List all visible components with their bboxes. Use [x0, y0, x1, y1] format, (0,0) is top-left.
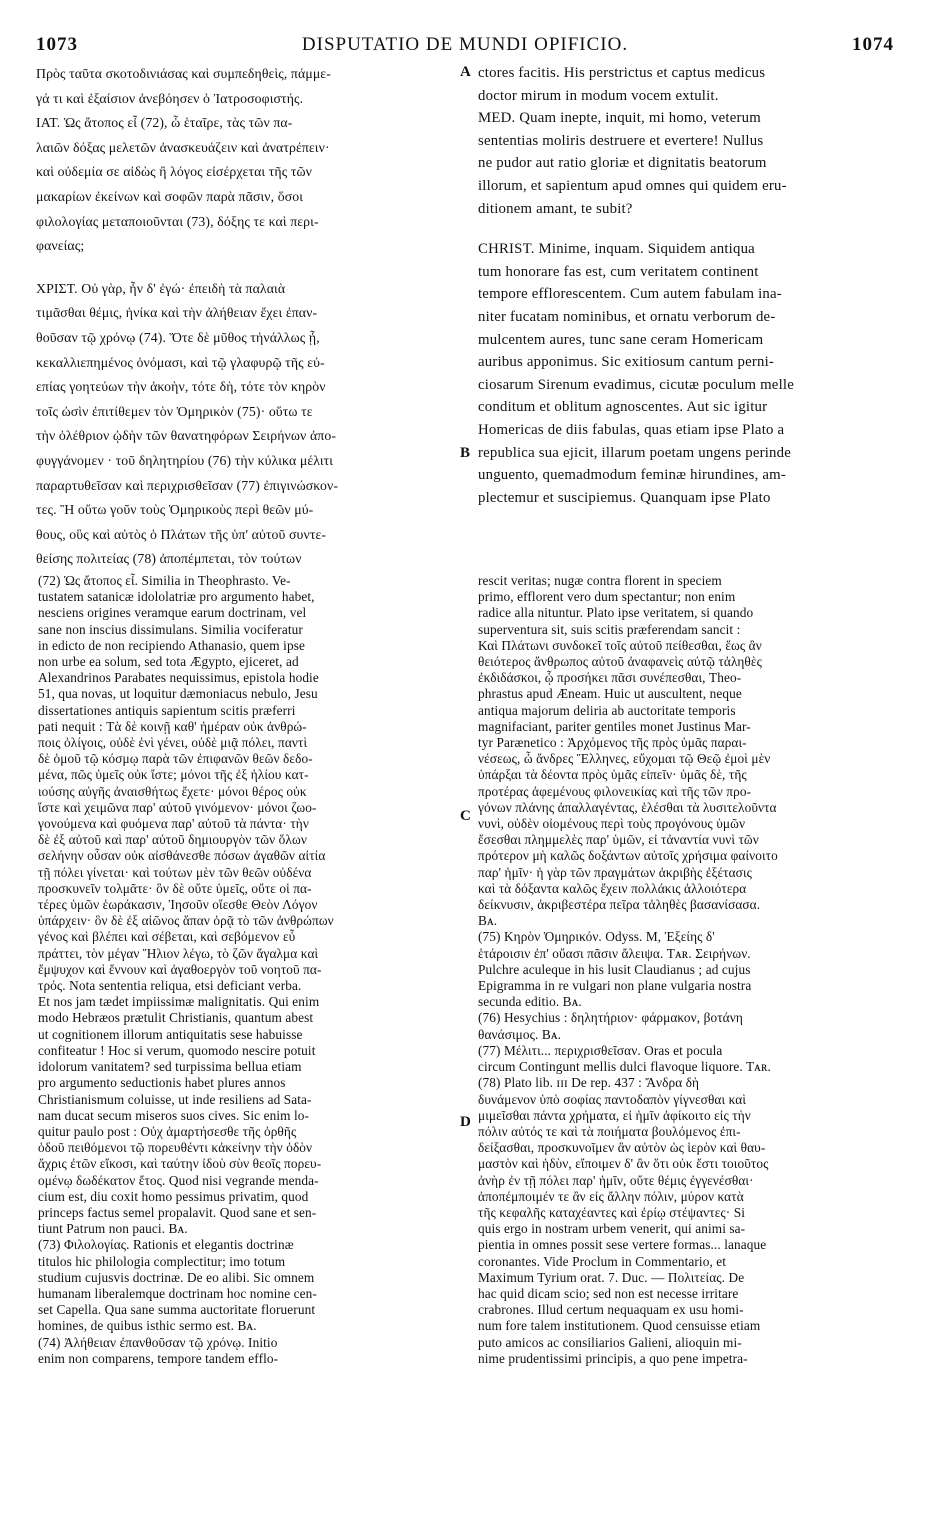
- text-line: tiunt Patrum non pauci. Bᴀ.: [38, 1221, 188, 1237]
- text-line: princeps factus semel propalavit. Quod sane et sen-: [38, 1204, 317, 1220]
- text-line: καὶ οὐδεμία σε αἰδὼς ἢ λόγος εἰσέρχεται τῆς τῶν: [36, 164, 313, 180]
- text-line: (76) Hesychius : δηλητήριον· φάρμακον, βοτάνη: [478, 1010, 743, 1026]
- paragraph-gap: [36, 259, 460, 277]
- text-line: μιμεῖσθαι πάντα χρήματα, εἰ ἡμῖν ἀφίκοιτο εἰς τὴν: [478, 1107, 751, 1123]
- text-line: confiteatur ! Hoc si verum, quomodo nescire potuit: [38, 1042, 316, 1058]
- text-line: γονούμενα καὶ φυόμενα παρ' αὐτοῦ τὰ πάντα· τὴν: [38, 816, 309, 832]
- page-header: [36, 34, 894, 60]
- text-line: δὲ ἐξ αὐτοῦ καὶ παρ' αὐτοῦ δημιουργὸν τῶν ὅλων: [38, 832, 307, 848]
- text-line: τῇ πόλει γίνεται· καὶ τούτων μὲν τῶν θεῶν οὐδένα: [38, 864, 312, 880]
- text-line: γά τι καὶ ἐξαίσιον ἀνεβόησεν ὁ Ἰατροσοφιστής.: [36, 90, 304, 106]
- text-line: φανείας;: [36, 238, 85, 254]
- text-line: θειότερος ἄνθρωπος αὐτοῦ ἀναφανεὶς αὐτῷ τἀληθὲς: [478, 654, 762, 670]
- text-line: τέρες ὑμῶν ἑωράκασιν, Ἰησοῦν οἴεσθε Θεὸν Λόγον: [38, 897, 318, 913]
- text-line: quitur paulo post : Οὐχ ἁμαρτήσεσθε τῆς ὀρθῆς: [38, 1123, 297, 1139]
- text-line: idolorum vanitatem? sed turpissima bellua etiam: [38, 1059, 302, 1075]
- text-line: λαιῶν δόξας μελετῶν ἀνασκευάζειν καὶ ἀνατρέπειν·: [36, 139, 330, 155]
- text-line: set Capella. Qua sane summa auctoritate floruerunt: [38, 1302, 316, 1318]
- text-line: επίας γοητεύων τὴν ἀκοὴν, τότε δὴ, τότε τὸν κηρὸν: [36, 379, 326, 395]
- text-line: ctores facitis. His perstrictus et captus medicus: [478, 65, 766, 81]
- text-line: προσκυνεῖν τολμᾶτε· ὃν δὲ οὔτε ὑμεῖς, οὔτε οἱ πα-: [38, 880, 312, 896]
- text-line: δὲ ὁμοῦ τῷ κόσμῳ παρὰ τῶν ἐπιφανῶν θεῶν δεδο-: [38, 751, 313, 767]
- text-line: θοῦσαν τῷ χρόνῳ (74). Ὅτε δὲ μῦθος τἠνάλλως ᾖ,: [36, 329, 320, 345]
- text-line: hac quid dicam scio; sed non est necesse irritare: [478, 1285, 739, 1301]
- text-line: rescit veritas; nugæ contra florent in speciem: [478, 573, 722, 588]
- text-line: τες. Ἢ οὕτω γοῦν τοὺς Ὁμηρικοὺς περὶ θεῶν μύ-: [36, 502, 314, 518]
- text-line: magnifaciant, pariter gentiles monet Justinus Mar-: [478, 718, 751, 734]
- text-line: illorum, et sapientum apud omnes qui quidem eru-: [478, 177, 787, 194]
- text-line: μένα, πῶς ὑμεῖς οὐκ ἴστε; μόνοι τῆς ἐξ ἡλίου κατ-: [38, 767, 309, 783]
- text-line: μαστὸν καὶ ἡδὺν, εἴποιμεν δ' ἂν ὅτι οὐκ ἔστι τοιοῦτος: [478, 1156, 769, 1172]
- text-line: crabrones. Illud certum nequaquam ex usu homi-: [478, 1302, 744, 1318]
- text-line: niter fucatam nominibus, et ornatu verborum de-: [478, 308, 776, 325]
- text-line: καὶ τὰ δόξαντα καλῶς ἔχειν πολλάκις ἀλλοιότερα: [478, 880, 747, 896]
- text-line: unguento, quemadmodum feminæ hirundines, am-: [478, 467, 786, 484]
- text-line: phrastus apud Æneam. Huic ut auscultent, neque: [478, 686, 742, 702]
- text-line: ἔσεσθαι πλημμελὲς παρ' ὑμῶν, εἰ τἀναντία νυνὶ τῶν: [478, 832, 759, 848]
- text-line: Pulchre aculeque in his lusit Claudianus ; ad cujus: [478, 961, 751, 977]
- text-line: Καὶ Πλάτωνι συνδοκεῖ τοῖς αὐτοῦ πείθεσθαι, ἕως ἂν: [478, 637, 762, 653]
- text-line: φυγγάνομεν · τοῦ δηλητηρίου (76) τὴν κύλικα μέλιτι: [36, 452, 334, 468]
- text-line: modo Hebræos prætulit Christianis, quantum abest: [38, 1010, 314, 1026]
- text-line: δείκνυσιν, ἀκριβεστέρα πεῖρα τἀληθὲς βασανίσασα.: [478, 897, 761, 913]
- text-line: num fore talem institutionem. Quod censuisse etiam: [478, 1318, 761, 1334]
- text-line: Homericas de diis fabulas, quas etiam ipse Plato a: [478, 421, 785, 438]
- text-line: mulcentem aures, tunc sane ceram Homericam: [478, 331, 764, 348]
- text-line: in edicto de non recipiendo Athanasio, quem ipse: [38, 637, 305, 653]
- text-line: ciosarum Sirenum evadimus, cicutæ poculum melle: [478, 376, 794, 393]
- text-line: μακαρίων ἐκείνων καὶ σοφῶν παρὰ πᾶσιν, ὅσοι: [36, 188, 304, 204]
- text-line: θανάσιμος. Bᴀ.: [478, 1026, 562, 1042]
- text-line: (72) Ὡς ἄτοπος εἶ. Similia in Theophrasto. Ve-: [38, 573, 291, 588]
- text-line: secunda editio. Bᴀ.: [478, 994, 582, 1010]
- text-line: coronantes. Vide Proclum in Commentario, et: [478, 1253, 727, 1269]
- text-line: auribus apponimus. Sic exitiosum cantum perni-: [478, 354, 775, 371]
- text-line: θους, οὓς καὶ αὐτὸς ὁ Πλάτων τῆς ὑπ' αὐτοῦ συντε-: [36, 526, 327, 542]
- text-line: titulos hic philologia complectitur; imo totum: [38, 1253, 286, 1269]
- text-line: δυνάμενον ὑπὸ σοφίας παντοδαπὸν γίγνεσθαι καὶ: [478, 1091, 747, 1107]
- text-line: superventura sit, suis scitis præferendam sancit :: [478, 621, 741, 637]
- text-line: MED. Quam inepte, inquit, mi homo, veterum: [478, 110, 761, 127]
- text-line: τρός. Nota sententia reliqua, etsi deficiant verba.: [38, 978, 302, 994]
- text-line: (78) Plato lib. ɪɪɪ De rep. 437 : Ἄνδρα δὴ: [478, 1075, 700, 1091]
- margin-marker-a: A: [460, 64, 471, 80]
- text-line: Christianismum coluisse, ut inde resiliens ad Sata-: [38, 1091, 312, 1107]
- text-line: τιμᾶσθαι θέμις, ἡνίκα καὶ τὴν ἀλήθειαν ἔχει ἐπαν-: [36, 305, 318, 321]
- text-line: humanam liberalemque doctrinam hoc nomine cen-: [38, 1285, 317, 1301]
- text-line: κεκαλλιεπημένος ὀνόμασι, καὶ τῷ γλαφυρῷ τῆς εὐ-: [36, 354, 325, 370]
- text-line: homines, de quibus isthic sermo est. Bᴀ.: [38, 1318, 257, 1334]
- text-line: sententias moliris destruere et evertere! Nullus: [478, 132, 764, 149]
- text-line: Et nos jam tædet impiissimæ malignitatis. Qui enim: [38, 994, 320, 1010]
- text-line: ἀνὴρ ἐν τῇ πόλει παρ' ἡμῖν, οὔτε θέμις ἐγγενέσθαι·: [478, 1172, 754, 1188]
- text-line: Bᴀ.: [478, 913, 498, 929]
- text-line: πόλιν αὐτός τε καὶ τὰ ποιήματα βουλόμενος ἐπι-: [478, 1123, 741, 1139]
- paragraph-gap: [478, 220, 894, 238]
- text-line: ὑπάρξαι τὰ δέοντα πρὸς ὑμᾶς εἰπεῖν· ὑμᾶς δὲ, τῆς: [478, 767, 747, 783]
- text-line: Alexandrinos Parabates nequissimus, epistola hodie: [38, 670, 319, 686]
- text-line: plectemur et suscipiemus. Quanquam ipse Plato: [478, 489, 771, 506]
- text-line: ἔμψυχον καὶ ἔννουν καὶ ἀγαθοεργὸν τοῦ νοητοῦ πα-: [38, 961, 322, 977]
- text-line: tempore efflorescentem. Cum autem fabulam ina-: [478, 286, 782, 303]
- footnotes-right-column: [478, 573, 896, 1367]
- text-line: (77) Μέλιτι... περιχρισθεῖσαν. Oras et pocula: [478, 1042, 723, 1058]
- text-line: doctor mirum in modum vocem extulit.: [478, 87, 719, 104]
- text-line: ἄχρις ἐτῶν εἴκοσι, καὶ ταύτην ἰδοὺ σὺν θεοῖς πορευ-: [38, 1156, 322, 1172]
- text-line: nam ducat secum miseros suos cives. Sic enim lo-: [38, 1107, 310, 1123]
- text-line: radice alla nituntur. Plato ipse veritatem, si quando: [478, 605, 754, 621]
- text-line: ne pudor aut ratio gloriæ et dignitatis beatorum: [478, 155, 767, 172]
- latin-main-column: [478, 62, 894, 509]
- text-line: ομένῳ δωδέκατον ἔτος. Quod nisi vegrande menda-: [38, 1172, 319, 1188]
- text-line: πρότερον μὴ καλῶς δοξάντων αὐτοῖς χρήσιμα φαίνοιτο: [478, 848, 778, 864]
- text-line: Epigramma in re vulgari non plane vulgaria nostra: [478, 978, 752, 994]
- text-line: non urbe ea solum, sed tota Ægypto, ejiceret, ad: [38, 654, 299, 670]
- text-line: νέσεως, ὦ ἄνδρες Ἕλληνες, εὔχομαι τῷ Θεῷ ἐμοὶ μὲν: [478, 751, 771, 767]
- text-line: tustatem satanicæ idololatriæ pro argumento habet,: [38, 589, 315, 605]
- text-line: ἑτάροισιν ἐπ' οὔασι πᾶσιν ἄλειψα. Tᴀʀ. Σειρήνων.: [478, 945, 751, 961]
- page-number-right: 1074: [852, 34, 894, 55]
- text-line: circum Contingunt mellis dulci flavoque liquore. Tᴀʀ.: [478, 1059, 771, 1075]
- text-line: ut cognitionem illorum antiquitatis sese habuisse: [38, 1026, 303, 1042]
- text-line: pro argumento seductionis habet plures annos: [38, 1075, 286, 1091]
- text-line: θείσης πολιτείας (78) ἀποπέμπεται, τὸν τούτων: [36, 551, 302, 567]
- text-line: γένος καὶ βλέπει καὶ σέβεται, καὶ σεβόμενον εὖ: [38, 929, 296, 945]
- text-line: enim non comparens, tempore tandem efflo-: [38, 1350, 279, 1366]
- text-line: pientia in omnes possit sese vertere formas... lanaque: [478, 1237, 767, 1253]
- text-line: quis ergo in nostram urbem venerit, qui animi sa-: [478, 1221, 746, 1237]
- text-line: ὁδοῦ πειθόμενοι τῷ πορευθέντι κἀκείνην τὴν ὁδὸν: [38, 1140, 313, 1156]
- text-line: τῆς κεφαλῆς καταχέαντες καὶ ἐρίῳ στέψαντες· Si: [478, 1204, 745, 1220]
- text-line: CHRIST. Minime, inquam. Siquidem antiqua: [478, 241, 755, 258]
- text-line: pati nequit : Τὰ δὲ κοινῇ καθ' ἡμέραν οὐκ ἀνθρώ-: [38, 718, 307, 734]
- text-line: τοῖς ὠσὶν ἐπιτίθεμεν τὸν Ὁμηρικὸν (75)· οὕτω τε: [36, 403, 313, 419]
- text-line: ΧΡΙΣΤ. Οὐ γὰρ, ἦν δ' ἐγώ· ἐπειδὴ τὰ παλαιὰ: [36, 280, 286, 296]
- margin-marker-b: B: [460, 445, 471, 461]
- text-line: Maximum Tyrium orat. 7. Duc. — Πολιτείας. De: [478, 1269, 745, 1285]
- text-line: conditum et oblitum agnoscentes. Aut sic igitur: [478, 399, 768, 416]
- text-line: ΙΑΤ. Ὡς ἄτοπος εἶ (72), ὦ ἑταῖρε, τὰς τῶν πα-: [36, 115, 293, 131]
- text-line: ιούσης αὐγῆς ἀναισθήτως ἔχετε· μόνοι θέρος οὐκ: [38, 783, 307, 799]
- footnotes-left-column: [38, 573, 458, 1367]
- text-line: ἐκδιδάσκοι, ᾧ προσήκει πᾶσι συνέπεσθαι, Theo-: [478, 670, 742, 686]
- text-line: φιλολογίας μεταποιοῦνται (73), δόξης τε καὶ περι-: [36, 213, 319, 229]
- margin-marker-d: D: [460, 1114, 471, 1130]
- text-line: παρ' ἡμῖν· ἡ γὰρ τῶν πραγμάτων ἀκριβὴς ἐξέτασις: [478, 864, 752, 880]
- text-line: puto amicos ac consiliarios Galieni, alioquin mi-: [478, 1334, 742, 1350]
- page-number-left: 1073: [36, 34, 78, 55]
- text-line: προτέρας ἀφεμένους φιλονεικίας καὶ τῆς τῶν προ-: [478, 783, 752, 799]
- text-line: 51, qua novas, ut loquitur dæmoniacus nebulo, Jesu: [38, 686, 318, 702]
- text-line: (75) Κηρὸν Ὁμηρικόν. Odyss. M, Ἐξείης δ': [478, 929, 715, 945]
- text-line: dissertationes antiquis sapientum scitis præferri: [38, 702, 296, 718]
- text-line: (74) Ἀλήθειαν ἐπανθοῦσαν τῷ χρόνῳ. Initio: [38, 1334, 278, 1350]
- text-line: tyr Parænetico : Ἀρχόμενος τῆς πρὸς ὑμᾶς παραι-: [478, 735, 747, 751]
- text-line: nime prudentissimi principis, a quo pene impetra-: [478, 1350, 748, 1366]
- text-line: Πρὸς ταῦτα σκοτοδινιάσας καὶ συμπεδηθεὶς, πάμμε-: [36, 66, 331, 81]
- text-line: cium est, diu coxit homo pessimus privatim, quod: [38, 1188, 309, 1204]
- text-line: republica sua ejicit, illarum poetam ungens perinde: [478, 444, 792, 461]
- text-line: γόνων πλάνης ἀπαλλαγέντας, ἑλέσθαι τὰ λυσιτελοῦντα: [478, 799, 777, 815]
- margin-marker-c: C: [460, 808, 471, 824]
- text-line: (73) Φιλολογίας. Rationis et elegantis doctrinæ: [38, 1237, 294, 1253]
- text-line: σελήνην οὖσαν οὐκ αἰσθάνεσθε πόσων ἀγαθῶν αἰτία: [38, 848, 326, 864]
- text-line: ποις ὀλίγοις, οὐδὲ ἑνὶ γένει, οὐδὲ μιᾷ πόλει, παντὶ: [38, 735, 308, 751]
- text-line: antiqua majorum deliria ab auctoritate temporis: [478, 702, 736, 718]
- greek-main-column: [36, 62, 460, 572]
- text-line: τὴν ὀλέθριον ᾠδὴν τῶν θανατηφόρων Σειρήνων ἀπο-: [36, 428, 337, 444]
- text-line: νυνὶ, οὐδὲν οἰομένους περὶ τοὺς προγόνους ὑμῶν: [478, 816, 746, 832]
- text-line: ὑπάρχειν· ὃν δὲ ἐξ αἰῶνος ἅπαν ὁρᾷ τὸ τῶν ἀνθρώπων: [38, 913, 334, 929]
- text-line: sane non inscius dissimulans. Similia vociferatur: [38, 621, 303, 637]
- text-line: primo, efflorent vero dum spectantur; non enim: [478, 589, 736, 605]
- text-line: παραρτυθεῖσαν καὶ περιχρισθεῖσαν (77) ἐπιγινώσκον-: [36, 477, 339, 493]
- text-line: πράττει, τὸν μέγαν Ἥλιον λέγω, τὸ ζῶν ἄγαλμα καὶ: [38, 945, 319, 961]
- text-line: ἀποπέμποιμέν τε ἂν εἰς ἄλλην πόλιν, μύρον κατὰ: [478, 1188, 744, 1204]
- text-line: δείξασθαι, προσκυνοῖμεν ἂν αὐτὸν ὡς ἱερὸν καὶ θαυ-: [478, 1140, 766, 1156]
- text-line: studium cujusvis doctrinæ. De eo alibi. Sic omnem: [38, 1269, 315, 1285]
- running-title: DISPUTATIO DE MUNDI OPIFICIO.: [301, 34, 629, 55]
- text-line: nesciens origines veramque earum doctrinam, vel: [38, 605, 307, 621]
- text-line: tum honorare fas est, cum veritatem continent: [478, 263, 759, 280]
- text-line: ἴστε καὶ χειμῶνα παρ' αὐτοῦ γινόμενον· μόνοι ζωο-: [38, 799, 317, 815]
- text-line: ditionem amant, te subit?: [478, 200, 633, 217]
